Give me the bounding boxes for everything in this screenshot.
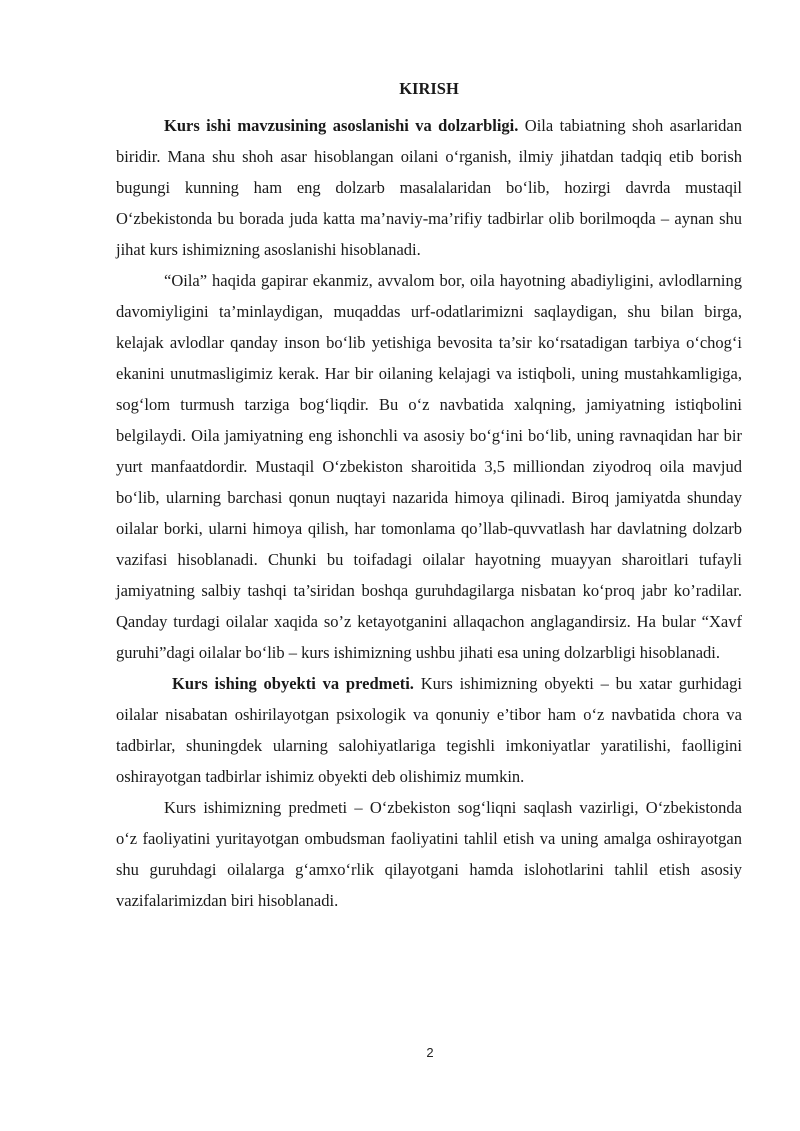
paragraph-lead: Kurs ishi mavzusining asoslanishi va dolzarbligi. bbox=[164, 116, 519, 135]
paragraph-relevance bbox=[116, 110, 742, 265]
paragraph-lead: Kurs ishing obyekti va predmeti. bbox=[172, 674, 414, 693]
paragraph-body: “Oila” haqida gapirar ekanmiz, avvalom bor, oila hayotning abadiyligini, avlodlarning davomiyligini ta’minlaydigan, muqaddas urf-odatlarimizni saqlaydigan, shu bilan birga, kelajak avlodlar qanday inson bo‘lib yetishiga bevosita ta’sir ko‘rsatadigan tarbiya o‘chog‘i ekanini unutmasligimiz kerak. Har bir oilaning kelajagi va istiqboli, uning mustahkamligiga, sog‘lom turmush tarziga bog‘liqdir. Bu o‘z navbatida xalqning, jamiyatning istiqbolini belgilaydi. Oila jamiyatning eng ishonchli va asosiy bo‘g‘ini bo‘lib, uning ravnaqidan har bir yurt manfaatdordir. Mustaqil O‘zbekiston sharoitida 3,5 milliondan ziyodroq oila mavjud bo‘lib, ularning barchasi qonun nuqtayi nazarida himoya qilinadi. Biroq jamiyatda shunday oilalar borki, ularni himoya qilish, har tomonlama qo’llab-quvvatlash har davlatning dolzarb vazifasi hisoblanadi. Chunki bu toifadagi oilalar hayotning muayyan sharoitlari tufayli jamiyatning salbiy tashqi ta’siridan boshqa guruhdagilarga nisbatan ko‘proq jabr ko’radilar. Qanday turdagi oilalar xaqida so’z ketayotganini allaqachon anglagandirsiz. Ha bular “Xavf guruhi”dagi oilalar bo‘lib – kurs ishimizning ushbu jihati esa uning dolzarbligi hisoblanadi. bbox=[116, 271, 742, 662]
paragraph-family bbox=[116, 265, 742, 668]
section-heading: KIRISH bbox=[399, 79, 459, 98]
page-number: 2 bbox=[426, 1045, 434, 1060]
paragraph-body: Kurs ishimizning obyekti – bu xatar gurhidagi oilalar nisabatan oshirilayotgan psixologik va qonuniy e’tibor ham o‘z navbatida chora va tadbirlar, shuningdek ularning salohiyatlariga tegishli imkoniyatlar yaratilishi, faolligini oshirayotgan tadbirlar ishimiz obyekti deb olishimiz mumkin. bbox=[116, 674, 742, 786]
paragraph-body: Kurs ishimizning predmeti – O‘zbekiston sog‘liqni saqlash vazirligi, O‘zbekistonda o‘z faoliyatini yuritayotgan ombudsman faoliyatini tahlil etish va uning amalga oshirayotgan shu guruhdagi oilalarga g‘amxo‘rlik qilayotgani hamda islohotlarini tahlil etish asosiy vazifalarimizdan biri hisoblanadi. bbox=[116, 798, 742, 910]
page-content bbox=[116, 79, 742, 916]
paragraph-body: Oila tabiatning shoh asarlaridan biridir. Mana shu shoh asar hisoblangan oilani o‘rganish, ilmiy jihatdan tadqiq etib borish bugungi kunning ham eng dolzarb masalalaridan bo‘lib, hozirgi davrda mustaqil O‘zbekistonda bu borada juda katta ma’naviy-ma’rifiy tadbirlar olib borilmoqda – aynan shu jihat kurs ishimizning asoslanishi hisoblanadi. bbox=[116, 116, 742, 259]
paragraph-object bbox=[116, 668, 742, 792]
paragraph-subject bbox=[116, 792, 742, 916]
